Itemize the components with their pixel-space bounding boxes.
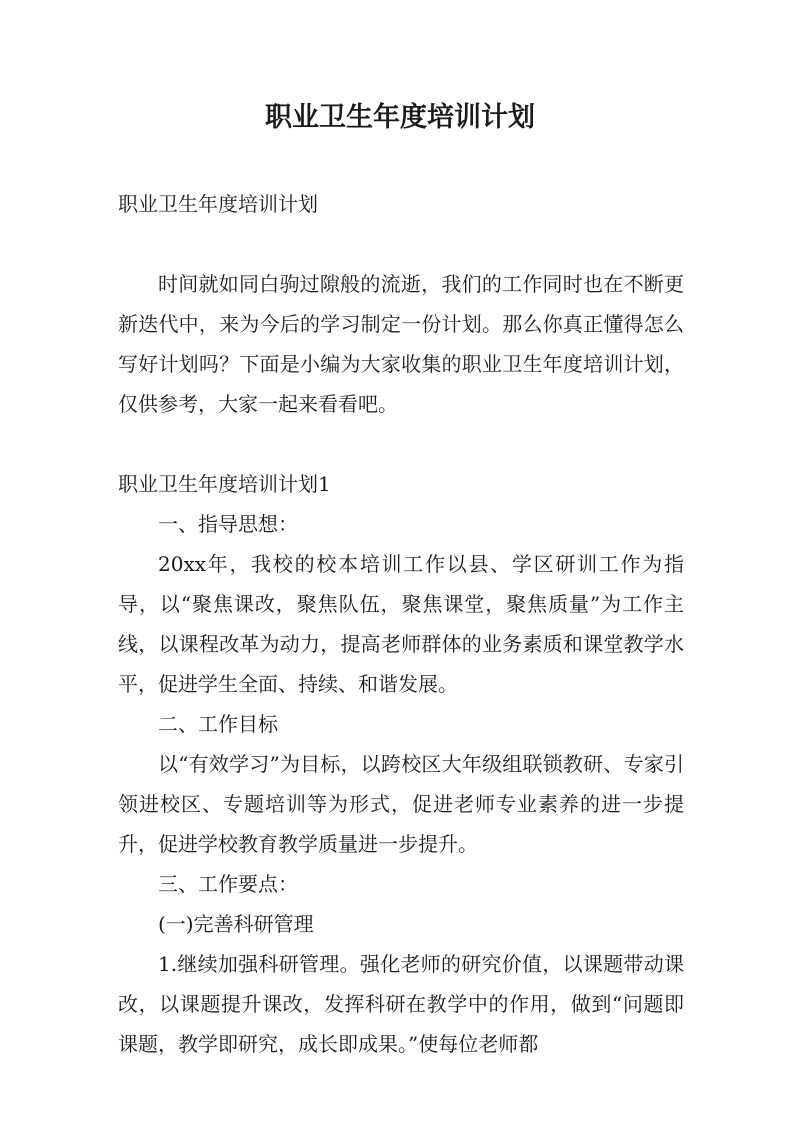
document-subtitle: 职业卫生年度培训计划 xyxy=(118,192,318,216)
intro-paragraph: 时间就如同白驹过隙般的流逝，我们的工作同时也在不断更新迭代中，来为今后的学习制定一份计划。那么你真正懂得怎么写好计划吗？下面是小编为大家收集的职业卫生年度培训计划，仅供参考，大家一起来看看吧。 xyxy=(118,272,684,416)
subsection-1-heading: (一)完善科研管理 xyxy=(158,912,314,936)
section-2-heading: 二、工作目标 xyxy=(158,712,278,736)
item-1-paragraph: 1.继续加强科研管理。强化老师的研究价值，以课题带动课改，以课题提升课改，发挥科研在教学中的作用，做到“问题即课题，教学即研究，成长即成果。”使每位老师都 xyxy=(118,952,684,1056)
plan-1-heading: 职业卫生年度培训计划1 xyxy=(118,472,331,496)
document-title: 职业卫生年度培训计划 xyxy=(265,102,535,133)
section-3-heading: 三、工作要点： xyxy=(158,872,298,896)
section-1-heading: 一、指导思想： xyxy=(158,512,298,536)
document-body xyxy=(118,184,684,1064)
section-2-paragraph: 以“有效学习”为目标，以跨校区大年级组联锁教研、专家引领进校区、专题培训等为形式，促进老师专业素养的进一步提升，促进学校教育教学质量进一步提升。 xyxy=(118,752,684,856)
section-1-paragraph: 20xx年，我校的校本培训工作以县、学区研训工作为指导，以“聚焦课改，聚焦队伍，聚焦课堂，聚焦质量”为工作主线，以课程改革为动力，提高老师群体的业务素质和课堂教学水平，促进学生全面、持续、和谐发展。 xyxy=(118,552,684,696)
